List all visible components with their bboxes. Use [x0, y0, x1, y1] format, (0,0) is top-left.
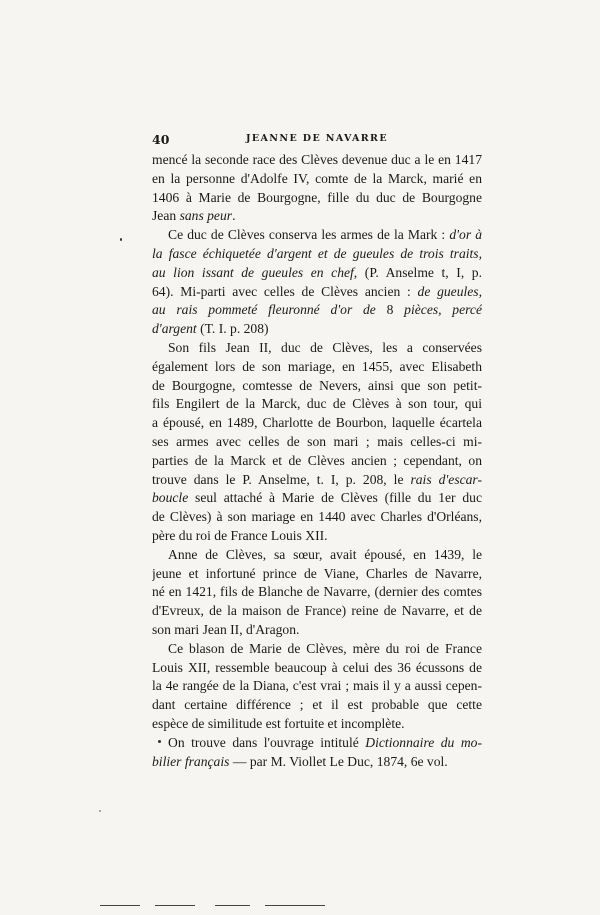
text-line	[152, 696, 482, 715]
text-line	[152, 226, 482, 245]
text-run: Jean	[152, 208, 180, 224]
text-line	[152, 151, 482, 170]
text-line	[152, 320, 482, 339]
bottom-rule	[100, 905, 140, 906]
text-line	[152, 301, 482, 320]
text-line	[152, 414, 482, 433]
italic-text: d'or à	[449, 227, 482, 243]
italic-text: d'argent	[152, 321, 197, 337]
text-run: né en 1421, fils de Blanche de Navarre, (dernier des comtes	[152, 584, 482, 600]
text-line	[152, 753, 482, 772]
text-line	[152, 583, 482, 602]
running-head: JEANNE DE NAVARRE	[245, 133, 388, 144]
paragraph	[152, 734, 482, 772]
text-line	[152, 659, 482, 678]
text-run: — par M. Viollet Le Duc, 1874, 6e vol.	[229, 753, 448, 769]
text-line	[152, 170, 482, 189]
text-run: son mari Jean II, d'Aragon.	[152, 621, 300, 637]
paragraph	[152, 151, 482, 226]
italic-text: la fasce échiquetée d'argent et de gueules de trois traits,	[152, 245, 482, 261]
text-run: fils Engilert de la Marck, duc de Clèves à son tour, qui	[152, 396, 482, 412]
text-run: mencé la seconde race des Clèves devenue duc a le en 1417	[152, 152, 482, 167]
text-line	[152, 358, 482, 377]
text-run: d'Evreux, de la maison de France) reine de Navarre, et de	[152, 603, 482, 619]
text-line	[152, 489, 482, 508]
text-line	[152, 283, 482, 302]
text-run: Anne de Clèves, sa sœur, avait épousé, en 1439, le	[168, 546, 482, 562]
text-line	[152, 377, 482, 396]
text-line	[152, 565, 482, 584]
text-line	[152, 395, 482, 414]
paragraph	[152, 640, 482, 734]
text-line	[152, 677, 482, 696]
text-line	[152, 602, 482, 621]
text-line	[152, 264, 482, 283]
scan-speck	[120, 238, 122, 241]
text-run: trouve dans le P. Anselme, t. I, p. 208, le	[152, 471, 411, 487]
text-run: seul attaché à Marie de Clèves (fille du 1er duc	[188, 490, 482, 506]
text-run: a épousé, en 1489, Charlotte de Bourbon, laquelle écartela	[152, 415, 482, 431]
text-run: parties de la Marck et de Clèves ancien ; cependant, on	[152, 452, 482, 468]
text-line	[152, 189, 482, 208]
text-line	[152, 339, 482, 358]
text-run: Son fils Jean II, duc de Clèves, les a conservées	[168, 339, 482, 355]
page-header	[152, 132, 482, 150]
body-text	[152, 151, 482, 771]
text-line	[152, 471, 482, 490]
text-line	[152, 527, 482, 546]
text-line	[152, 508, 482, 527]
bottom-rule	[155, 905, 195, 906]
text-run: la 4e rangée de la Diana, c'est vrai ; mais il y a aussi cepen-	[152, 678, 482, 694]
italic-text: au lion issant de gueules en chef,	[152, 264, 358, 280]
italic-text: au rais pommeté fleuronné d'or de	[152, 302, 387, 318]
text-line	[152, 715, 482, 734]
text-run: (P. Anselme t, I, p.	[357, 264, 482, 280]
text-run: également lors de son mariage, en 1455, avec Elisabeth	[152, 358, 482, 374]
text-line	[152, 433, 482, 452]
page-number: 40	[152, 132, 170, 147]
bottom-rule	[215, 905, 250, 906]
paragraph	[152, 546, 482, 640]
italic-text: boucle	[152, 490, 189, 506]
text-run: (T. I. p. 208)	[196, 321, 269, 337]
bottom-rule	[265, 905, 325, 906]
text-run: espèce de similitude est fortuite et incomplète.	[152, 715, 405, 731]
italic-text: pièces, percé	[404, 302, 482, 318]
text-run: Ce blason de Marie de Clèves, mère du roi de France	[168, 640, 482, 656]
text-line	[152, 734, 482, 753]
text-run: Ce duc de Clèves conserva les armes de la Mark :	[168, 227, 450, 243]
italic-text: rais d'escar-	[410, 471, 482, 487]
italic-text: Dictionnaire du mo-	[365, 734, 482, 750]
text-run: de Bourgogne, comtesse de Nevers, ainsi que son petit-	[152, 377, 482, 393]
text-line	[152, 640, 482, 659]
text-line	[152, 207, 482, 226]
text-run: dant certaine différence ; et il est probable que cette	[152, 697, 482, 713]
text-run: Louis XII, ressemble beaucoup à celui des 36 écussons de	[152, 659, 482, 675]
text-run: 64). Mi-parti avec celles de Clèves ancien :	[152, 283, 418, 299]
text-run: 1406 à Marie de Bourgogne, fille du duc de Bourgogne	[152, 189, 482, 205]
italic-text: sans peur	[179, 208, 233, 224]
text-run: 8	[386, 302, 405, 318]
text-line	[152, 245, 482, 264]
text-run: père du roi de France Louis XII.	[152, 527, 328, 543]
text-line	[152, 546, 482, 565]
text-run: de Clèves) à son mariage en 1440 avec Charles d'Orléans,	[152, 509, 482, 525]
text-line	[152, 621, 482, 640]
paragraph	[152, 226, 482, 339]
scan-speck	[99, 810, 101, 812]
italic-text: bilier français	[152, 753, 230, 769]
text-line	[152, 452, 482, 471]
italic-text: de gueules,	[417, 283, 482, 299]
text-run: jeune et infortuné prince de Viane, Charles de Navarre,	[152, 565, 482, 581]
text-run: en la personne d'Adolfe IV, comte de la Marck, marié en	[152, 170, 482, 186]
paragraph	[152, 339, 482, 546]
text-run: On trouve dans l'ouvrage intitulé	[168, 734, 366, 750]
scan-speck	[158, 740, 161, 743]
text-run: .	[232, 208, 236, 224]
text-run: ses armes avec celles de son mari ; mais celles-ci mi-	[152, 433, 482, 449]
